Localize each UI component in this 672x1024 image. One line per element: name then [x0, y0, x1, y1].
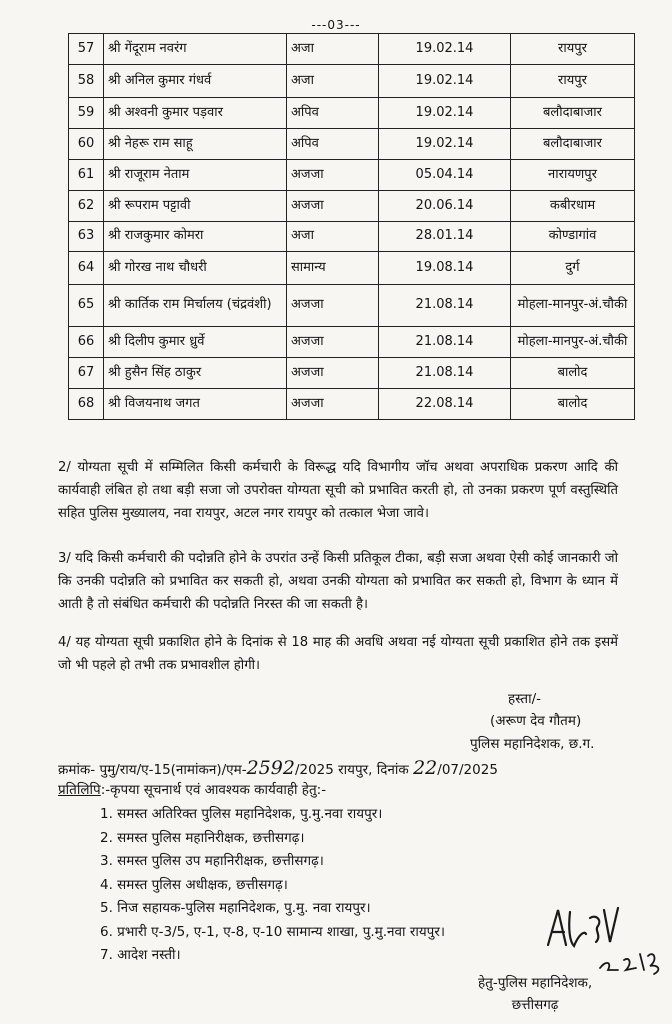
page-number: ---03--- — [311, 18, 361, 32]
district-cell: नारायणपुर — [511, 160, 635, 191]
serial-number-cell: 63 — [69, 222, 104, 252]
date-cell: 22.08.14 — [379, 389, 511, 420]
date-cell: 20.06.14 — [379, 191, 511, 222]
footer-line-1: हेतु-पुलिस महानिदेशक, — [478, 975, 593, 991]
district-cell: बलौदाबाजार — [511, 129, 635, 160]
table-row — [69, 160, 635, 191]
table-row — [69, 191, 635, 222]
district-cell: दुर्ग — [511, 252, 635, 285]
table-row — [69, 34, 635, 65]
date-cell: 28.01.14 — [379, 222, 511, 252]
serial-number-cell: 67 — [69, 358, 104, 389]
copy-text: :-कृपया सूचनार्थ एवं आवश्यक कार्यवाही हेतु:- — [100, 782, 327, 798]
date-cell: 19.02.14 — [379, 65, 511, 98]
employee-name-cell: श्री विजयनाथ जगत — [104, 389, 287, 420]
footer-line-2: छत्तीसगढ़ — [511, 997, 559, 1013]
date-cell: 19.02.14 — [379, 129, 511, 160]
copy-heading — [58, 780, 326, 798]
employee-name-cell: श्री राजूराम नेताम — [104, 160, 287, 191]
category-cell: अजा — [287, 65, 379, 98]
category-cell: अजजा — [287, 358, 379, 389]
list-item: 1. समस्त अतिरिक्त पुलिस महानिदेशक, पु.मु.नवा रायपुर। — [100, 806, 383, 822]
category-cell: अजा — [287, 222, 379, 252]
category-cell: अपिव — [287, 129, 379, 160]
table-row — [69, 129, 635, 160]
employee-name-cell: श्री अनिल कुमार गंधर्व — [104, 65, 287, 98]
serial-number-cell: 57 — [69, 34, 104, 65]
category-cell: अजजा — [287, 327, 379, 358]
employee-name-cell: श्री रूपराम पट्टावी — [104, 191, 287, 222]
table-row — [69, 252, 635, 285]
copy-label: प्रतिलिपि — [58, 782, 101, 798]
serial-number-cell: 65 — [69, 285, 104, 327]
employee-name-cell: श्री दिलीप कुमार ध्रुर्वे — [104, 327, 287, 358]
district-cell: मोहला-मानपुर-अं.चौकी — [511, 285, 635, 327]
employee-name-cell: श्री राजकुमार कोमरा — [104, 222, 287, 252]
reference-middle: /2025 रायपुर, दिनांक — [294, 762, 409, 778]
table-row — [69, 65, 635, 98]
date-cell: 21.08.14 — [379, 285, 511, 327]
serial-number-cell: 68 — [69, 389, 104, 420]
merit-list-table — [68, 33, 635, 420]
date-cell: 21.08.14 — [379, 358, 511, 389]
employee-name-cell: श्री हुसैन सिंह ठाकुर — [104, 358, 287, 389]
employee-name-cell: श्री अश्वनी कुमार पड़वार — [104, 98, 287, 129]
district-cell: मोहला-मानपुर-अं.चौकी — [511, 327, 635, 358]
table-row — [69, 389, 635, 420]
serial-number-cell: 61 — [69, 160, 104, 191]
category-cell: अजजा — [287, 389, 379, 420]
district-cell: कोण्डागांव — [511, 222, 635, 252]
category-cell: अजजा — [287, 285, 379, 327]
district-cell: रायपुर — [511, 65, 635, 98]
date-cell: 05.04.14 — [379, 160, 511, 191]
reference-number: 2592 — [246, 757, 295, 779]
district-cell: बालोद — [511, 389, 635, 420]
table-row — [69, 98, 635, 129]
category-cell: अजजा — [287, 191, 379, 222]
paragraph-2: 2/ योग्यता सूची में सम्मिलित किसी कर्मचारी के विरूद्ध यदि विभागीय जॉच अथवा अपराधिक प्रकरण आदि की कार्यवाही लंबित हो तथा बड़ी सजा जो उपरोक्त योग्यता सूची को प्रभावित करती हो, तो उनका प्रकरण पूर्ण वस्तुस्थिति सहित पुलिस मुख्यालय, नवा रायपुर, अटल नगर रायपुर को तत्काल भेजा जावे। — [58, 460, 618, 521]
distribution-list — [100, 803, 445, 968]
table-row — [69, 222, 635, 252]
list-item: 2. समस्त पुलिस महानिरीक्षक, छत्तीसगढ़। — [100, 829, 305, 846]
list-item: 3. समस्त पुलिस उप महानिरीक्षक, छत्तीसगढ़। — [100, 853, 324, 869]
footer-signature — [478, 972, 592, 1016]
district-cell: बलौदाबाजार — [511, 98, 635, 129]
district-cell: कबीरधाम — [511, 191, 635, 222]
serial-number-cell: 64 — [69, 252, 104, 285]
employee-name-cell: श्री गेंदूराम नवरंग — [104, 34, 287, 65]
paragraph-4: 4/ यह योग्यता सूची प्रकाशित होने के दिनांक से 18 माह की अवधि अथवा नई योग्यता सूची प्रकाशित होने तक इसमें जो भी पहले हो तभी तक प्रभावशील होगी। — [58, 635, 618, 673]
paragraph-3: 3/ यदि किसी कर्मचारी की पदोन्नति होने के उपरांत उन्हें किसी प्रतिकूल टीका, बड़ी सजा अथवा ऐसी कोई जानकारी जो कि उनकी पदोन्नति को प्रभावित कर सकती हो, अथवा उनकी योग्यता को प्रभावित कर सकती हो, विभाग के ध्यान में आती है तो संबंधित कर्मचारी की पदोन्नति निरस्त की जा सकती है। — [58, 551, 618, 612]
serial-number-cell: 58 — [69, 65, 104, 98]
employee-name-cell: श्री गोरख नाथ चौधरी — [104, 252, 287, 285]
table-row — [69, 285, 635, 327]
serial-number-cell: 66 — [69, 327, 104, 358]
table-row — [69, 327, 635, 358]
signatory-name: (अरूण देव गौतम) — [490, 713, 582, 729]
serial-number-cell: 62 — [69, 191, 104, 222]
district-cell: बालोद — [511, 358, 635, 389]
date-cell: 21.08.14 — [379, 327, 511, 358]
district-cell: रायपुर — [511, 34, 635, 65]
date-cell: 19.08.14 — [379, 252, 511, 285]
reference-date: 22 — [413, 757, 438, 779]
table-body — [69, 34, 635, 420]
employee-name-cell: श्री नेहरू राम साहू — [104, 129, 287, 160]
serial-number-cell: 59 — [69, 98, 104, 129]
table-row — [69, 358, 635, 389]
list-item: 7. आदेश नस्ती। — [100, 947, 181, 963]
list-item: 6. प्रभारी ए-3/5, ए-1, ए-8, ए-10 सामान्य शाखा, पु.मु.नवा रायपुर। — [100, 923, 445, 940]
category-cell: अजजा — [287, 160, 379, 191]
list-item: 4. समस्त पुलिस अधीक्षक, छत्तीसगढ़। — [100, 876, 288, 893]
category-cell: अपिव — [287, 98, 379, 129]
serial-number-cell: 60 — [69, 129, 104, 160]
reference-suffix: /07/2025 — [437, 762, 498, 778]
category-cell: अजा — [287, 34, 379, 65]
signed-mark: हस्ता/- — [508, 691, 542, 707]
reference-prefix: क्रमांक- पुमु/राय/ए-15(नामांकन)/एम- — [58, 762, 247, 778]
date-cell: 19.02.14 — [379, 34, 511, 65]
signatory-designation: पुलिस महानिदेशक, छ.ग. — [470, 736, 595, 752]
category-cell: सामान्य — [287, 252, 379, 285]
date-cell: 19.02.14 — [379, 98, 511, 129]
reference-line — [58, 757, 638, 779]
employee-name-cell: श्री कार्तिक राम मिर्चालय (चंद्रवंशी) — [104, 285, 287, 327]
handwritten-initials-signature — [540, 890, 672, 985]
list-item: 5. निज सहायक-पुलिस महानिदेशक, पु.मु. नवा रायपुर। — [100, 900, 371, 916]
